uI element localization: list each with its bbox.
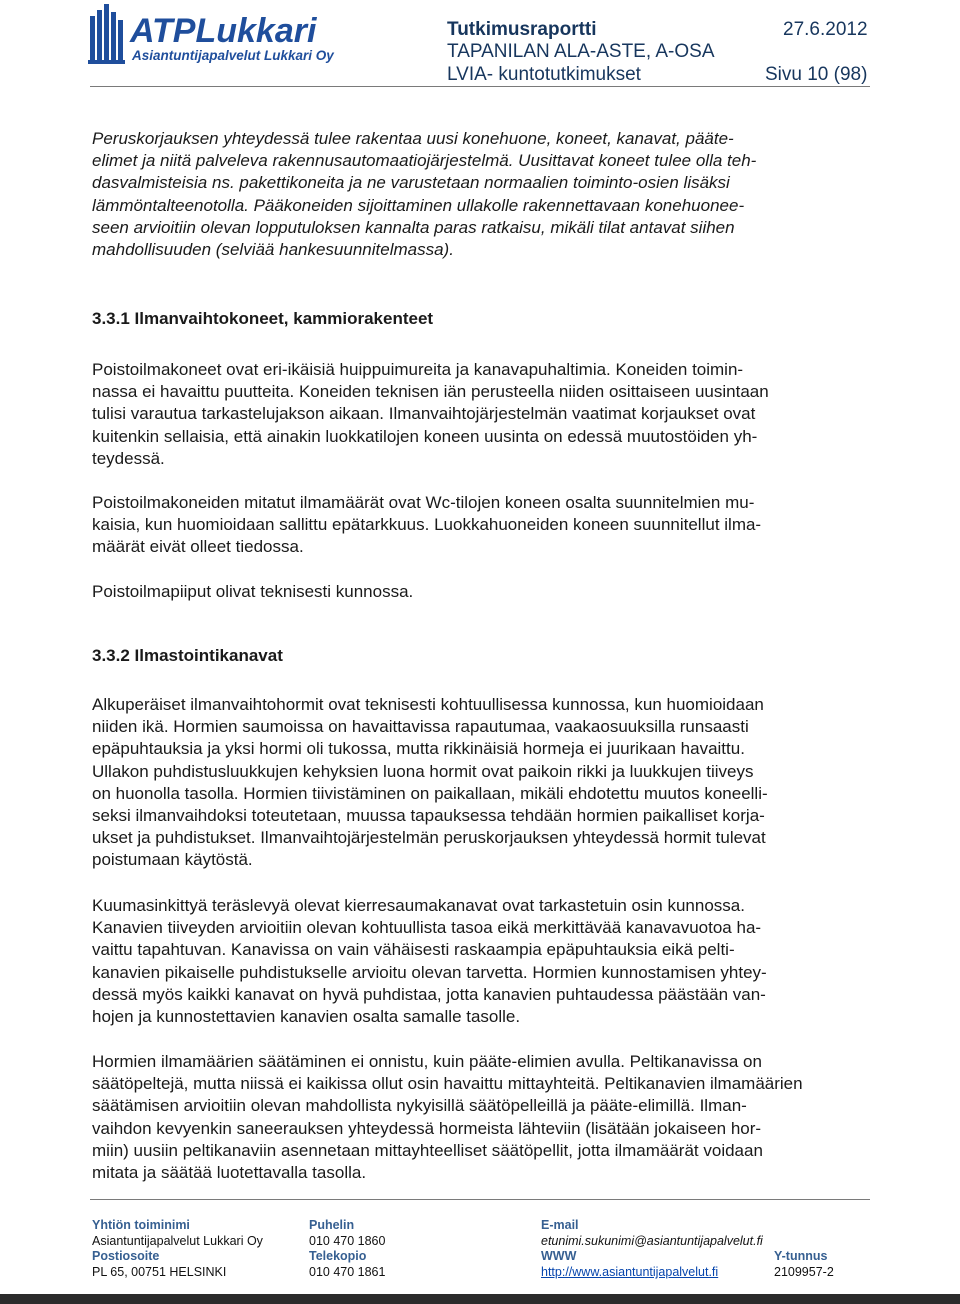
text-line: dessä myös kaikki kanavat on hyvä puhdistaa, jotta kanavien puhtaudessa päästään van- xyxy=(92,984,766,1004)
footer-fax-value: 010 470 1861 xyxy=(309,1265,386,1279)
text-line: ukset ja puhdistukset. Ilmanvaihtojärjestelmän peruskorjauksen yhteydessä hormit tulevat xyxy=(92,828,766,848)
footer-company-label: Yhtiön toiminimi xyxy=(92,1218,190,1232)
footer-www-label: WWW xyxy=(541,1249,577,1263)
intro-paragraph xyxy=(92,128,872,261)
text-line: kuitenkin sellaisia, että ainakin luokkatilojen koneen uusinta on edessä muutostöiden yh- xyxy=(92,426,758,446)
text-line: Poistoilmapiiput olivat teknisesti kunnossa. xyxy=(92,582,414,601)
section-332-paragraph-3 xyxy=(92,1051,872,1184)
page-bottom-bar xyxy=(0,1294,960,1304)
text-line: elimet ja niitä palveleva rakennusautomaatiojärjestelmä. Uusittavat koneet tulee olla teh- xyxy=(92,151,757,171)
text-line: vaihdon kevyenkin saneerauksen yhteydessä hormeista lähteviin (lisätään jokaiseen hor- xyxy=(92,1118,762,1138)
document-site: TAPANILAN ALA-ASTE, A-OSA xyxy=(447,41,715,62)
text-line: niiden ikä. Hormien saumoissa on havaittavissa rapautumaa, vaakaosuuksilla runsaasti xyxy=(92,717,749,737)
section-332-paragraph-2 xyxy=(92,895,872,1028)
text-line: vaittu tapahtuvan. Kanavissa on vain vähäisesti raskaampia epäpuhtauksia eikä pelti- xyxy=(92,940,735,960)
document-date: 27.6.2012 xyxy=(783,19,868,40)
footer-ytunnus-value: 2109957-2 xyxy=(774,1265,834,1279)
footer-email-label: E-mail xyxy=(541,1218,579,1232)
text-line: seen arvioitiin olevan lopputuloksen kannalta paras ratkaisu, mikäli tilat antavat siihen xyxy=(92,217,735,237)
text-line: lämmöntalteenotolla. Pääkoneiden sijoittaminen ullakolle rakennettavaan konehuonee- xyxy=(92,195,745,215)
text-line: Alkuperäiset ilmanvaihtohormit ovat teknisesti kohtuullisessa kunnossa, kun huomioidaan xyxy=(92,695,764,714)
text-line: kanavien pikaiselle puhdistukselle arvioitu olevan tarvetta. Hormien kunnostamisen yhtey- xyxy=(92,962,767,982)
footer-phone-label: Puhelin xyxy=(309,1218,355,1232)
text-line: mahdollisuuden (selviää hankesuunnitelmassa). xyxy=(92,240,454,260)
section-heading-332: 3.3.2 Ilmastointikanavat xyxy=(92,646,283,665)
text-line: teydessä. xyxy=(92,448,165,468)
document-type: Tutkimusraportti xyxy=(447,19,597,40)
page-number: Sivu 10 (98) xyxy=(765,64,868,85)
text-line: nassa ei havaittu puutteita. Koneiden teknisen iän perusteella niiden osittaiseen uusintaan xyxy=(92,382,769,402)
footer-www-link[interactable]: http://www.asiantuntijapalvelut.fi xyxy=(541,1265,719,1279)
atp-logo-mark xyxy=(88,4,388,66)
text-line: miin) uusiin peltikanaviin asennetaan mittayhteelliset säätöpellit, jotta ilmamäärät voidaan xyxy=(92,1140,763,1160)
text-line: mitata ja säätää luotettavalla tasolla. xyxy=(92,1163,367,1183)
text-line: Poistoilmakoneiden mitatut ilmamäärät ovat Wc-tilojen koneen osalta suunnitelmien mu- xyxy=(92,493,755,512)
footer-address-value: PL 65, 00751 HELSINKI xyxy=(92,1265,227,1279)
text-line: tulisi varautua tarkastelujakson aikaan. Ilmanvaihtojärjestelmän vaatimat korjaukset ovat xyxy=(92,404,756,424)
text-line: on huonolla tasolla. Hormien tiivistäminen on paikallaan, mikäli ehdotettu muutos koneelli- xyxy=(92,783,768,803)
document-subject: LVIA- kuntotutkimukset xyxy=(447,64,641,85)
text-line: seksi ilmanvaihdoksi toteutetaan, muussa tapauksessa tehdään hormien paikalliset korja- xyxy=(92,806,765,826)
text-line: Poistoilmakoneet ovat eri-ikäisiä huippuimureita ja kanavapuhaltimia. Koneiden toimin- xyxy=(92,360,744,379)
text-line: Kuumasinkittyä teräslevyä olevat kierresaumakanavat ovat tarkastetuin osin kunnossa. xyxy=(92,896,745,915)
text-line: Peruskorjauksen yhteydessä tulee rakentaa uusi konehuone, koneet, kanavat, pääte- xyxy=(92,129,734,148)
footer-ytunnus-label: Y-tunnus xyxy=(774,1249,828,1263)
footer-divider xyxy=(90,1199,870,1200)
section-332-paragraph-1 xyxy=(92,694,872,872)
text-line: Ullakon puhdistusluukkujen kehyksien luona hormit ovat paikoin rikki ja luukkujen tiiveys xyxy=(92,761,754,781)
header-divider xyxy=(90,86,870,87)
text-line: säätämisen arvioitiin olevan mahdollista nykyisillä säätöpelleillä ja pääte-elimillä. Ilman- xyxy=(92,1096,747,1116)
text-line: kaisia, kun huomioidaan sallittu epätarkkuus. Luokkahuoneiden koneen suunnitellut ilma- xyxy=(92,515,762,535)
logo-tagline: Asiantuntijapalvelut Lukkari Oy xyxy=(132,48,334,63)
text-line: Kanavien tiiveyden arvioitiin olevan kohtuullista tasoa eikä merkittävää kanavavuotoa ha- xyxy=(92,918,762,938)
section-heading-331: 3.3.1 Ilmanvaihtokoneet, kammiorakenteet xyxy=(92,309,434,328)
footer-address-label: Postiosoite xyxy=(92,1249,160,1263)
section-331-paragraph-2 xyxy=(92,492,872,559)
text-line: poistumaan käytöstä. xyxy=(92,850,253,870)
text-line: hojen ja kunnostettavien kanavien osalta samalle tasolle. xyxy=(92,1007,521,1027)
company-logo xyxy=(88,4,388,66)
footer-company-value: Asiantuntijapalvelut Lukkari Oy xyxy=(92,1234,263,1248)
text-line: säätöpeltejä, mutta niissä ei kaikissa ollut osin havaittu mittayhteitä. Peltikanavien ilmamäärien xyxy=(92,1074,803,1094)
footer-fax-label: Telekopio xyxy=(309,1249,367,1263)
section-331-paragraph-3 xyxy=(92,581,872,603)
footer-phone-value: 010 470 1860 xyxy=(309,1234,386,1248)
text-line: epäpuhtauksia ja yksi hormi oli tukossa, mutta rikkinäisiä hormeja ei juurikaan havaittu. xyxy=(92,739,745,759)
logo-wordmark: ATPLukkari xyxy=(130,12,317,50)
text-line: Hormien ilmamäärien säätäminen ei onnistu, kuin pääte-elimien avulla. Peltikanavissa on xyxy=(92,1052,762,1071)
section-331-paragraph-1 xyxy=(92,359,872,470)
text-line: dasvalmisteisia ns. pakettikoneita ja ne varustetaan normaalien toiminto-osien lisäksi xyxy=(92,173,730,193)
text-line: määrät eivät olleet tiedossa. xyxy=(92,537,304,557)
footer-email-value[interactable]: etunimi.sukunimi@asiantuntijapalvelut.fi xyxy=(541,1234,763,1248)
